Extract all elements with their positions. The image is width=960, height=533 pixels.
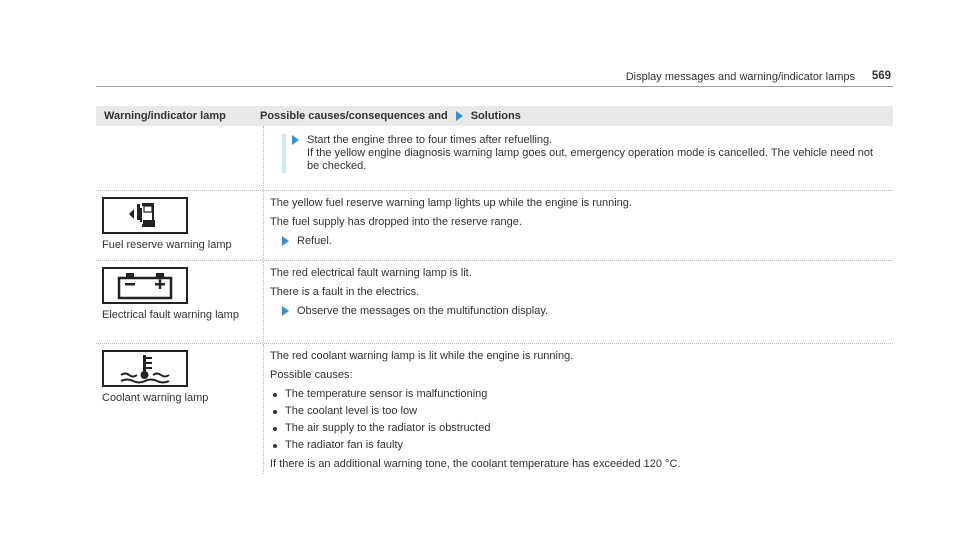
battery-icon xyxy=(102,267,188,304)
solution-text: Observe the messages on the multifunction display. xyxy=(297,305,549,317)
table-header xyxy=(96,106,893,126)
list-item: The coolant level is too low xyxy=(270,405,885,418)
description-cell xyxy=(264,261,893,343)
column-header-causes-text: Possible causes/consequences and xyxy=(260,110,448,122)
solution-step xyxy=(282,134,885,173)
solution-arrow-icon xyxy=(456,111,463,121)
solution-text: Refuel. xyxy=(297,235,332,247)
fuel-pump-icon xyxy=(102,197,188,234)
coolant-temperature-icon xyxy=(102,350,188,387)
description-text: The red electrical fault warning lamp is lit. xyxy=(270,267,472,279)
column-header-causes xyxy=(254,110,521,122)
table-row xyxy=(96,191,893,261)
description-cell xyxy=(264,126,893,190)
column-header-solutions-text: Solutions xyxy=(470,110,521,122)
solution-text: be checked. xyxy=(307,160,367,172)
description-text: Possible causes: xyxy=(270,369,353,381)
description-cell xyxy=(264,191,893,260)
warning-lamp-table xyxy=(96,106,893,474)
header-title: Display messages and warning/indicator lamps xyxy=(625,71,855,83)
description-text: The fuel supply has dropped into the reserve range. xyxy=(270,216,522,228)
solution-arrow-icon xyxy=(282,236,289,246)
solution-bar xyxy=(282,134,286,173)
cause-list xyxy=(270,388,885,452)
lamp-cell xyxy=(96,261,264,343)
lamp-label: Coolant warning lamp xyxy=(102,392,209,404)
table-row xyxy=(96,344,893,474)
solution-arrow-icon xyxy=(282,306,289,316)
solution-text: Start the engine three to four times after refuelling. xyxy=(307,134,553,146)
table-row xyxy=(96,126,893,191)
description-text: The yellow fuel reserve warning lamp lights up while the engine is running. xyxy=(270,197,632,209)
lamp-cell xyxy=(96,126,264,190)
description-cell xyxy=(264,344,893,474)
list-item: The temperature sensor is malfunctioning xyxy=(270,388,885,401)
lamp-label: Electrical fault warning lamp xyxy=(102,309,239,321)
lamp-label: Fuel reserve warning lamp xyxy=(102,239,232,251)
solution-step xyxy=(282,235,885,248)
solution-step xyxy=(282,305,885,318)
list-item: The radiator fan is faulty xyxy=(270,439,885,452)
solution-arrow-icon xyxy=(292,135,299,145)
lamp-cell xyxy=(96,344,264,474)
list-item: The air supply to the radiator is obstructed xyxy=(270,422,885,435)
header-divider xyxy=(96,86,893,87)
table-row xyxy=(96,261,893,344)
page-number: 569 xyxy=(871,70,891,82)
description-text: The red coolant warning lamp is lit while the engine is running. xyxy=(270,350,574,362)
description-text: There is a fault in the electrics. xyxy=(270,286,420,298)
solution-text: If the yellow engine diagnosis warning lamp goes out, emergency operation mode is cancelled. The vehicle need not xyxy=(307,147,874,159)
description-text: If there is an additional warning tone, the coolant temperature has exceeded 120 °C. xyxy=(270,458,681,470)
lamp-cell xyxy=(96,191,264,260)
column-header-lamp: Warning/indicator lamp xyxy=(104,110,226,122)
